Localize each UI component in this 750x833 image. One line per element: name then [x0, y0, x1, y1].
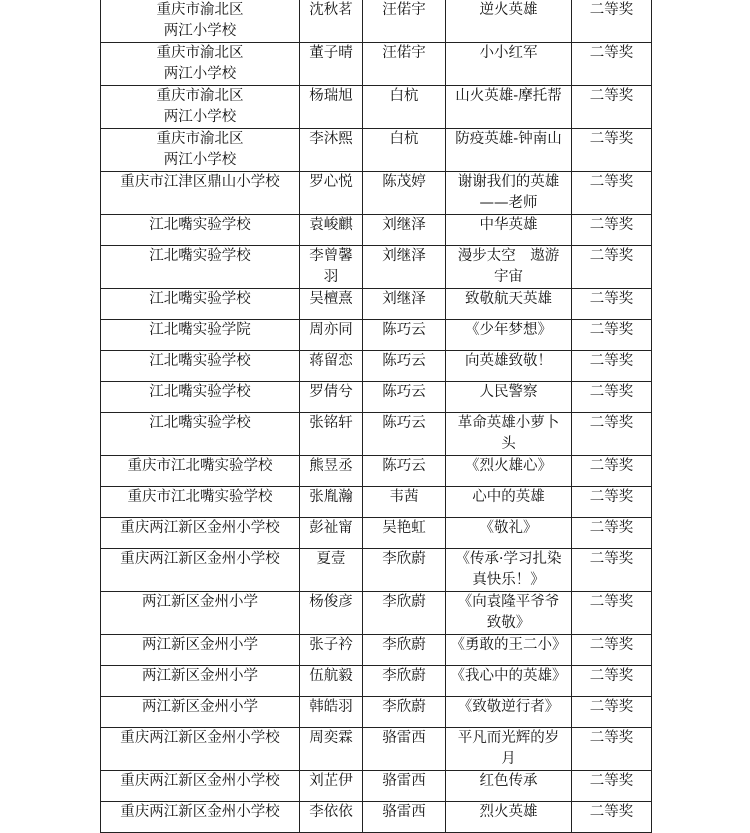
- table-row: [101, 771, 652, 802]
- student-cell: 彭祉甯: [300, 518, 363, 549]
- award-cell: 二等奖: [572, 635, 652, 666]
- teacher-cell: 骆雷西: [363, 802, 446, 833]
- teacher-cell: 白杭: [363, 86, 446, 129]
- school-cell: 重庆市渝北区 两江小学校: [101, 43, 300, 86]
- table-row: [101, 456, 652, 487]
- title-cell: 谢谢我们的英雄 ——老师: [446, 172, 572, 215]
- award-cell: 二等奖: [572, 413, 652, 456]
- title-cell: 《勇敢的王二小》: [446, 635, 572, 666]
- student-cell: 韩皓羽: [300, 697, 363, 728]
- school-cell: 重庆两江新区金州小学校: [101, 771, 300, 802]
- student-cell: 沈秋茗: [300, 0, 363, 43]
- award-cell: 二等奖: [572, 320, 652, 351]
- title-cell: 逆火英雄: [446, 0, 572, 43]
- school-cell: 两江新区金州小学: [101, 666, 300, 697]
- award-cell: 二等奖: [572, 0, 652, 43]
- table-row: [101, 802, 652, 833]
- school-cell: 江北嘴实验学校: [101, 351, 300, 382]
- teacher-cell: 吴艳虹: [363, 518, 446, 549]
- school-cell: 重庆市江津区鼎山小学校: [101, 172, 300, 215]
- table-row: [101, 246, 652, 289]
- title-cell: 人民警察: [446, 382, 572, 413]
- student-cell: 李依依: [300, 802, 363, 833]
- student-cell: 张胤瀚: [300, 487, 363, 518]
- table-row: [101, 382, 652, 413]
- table-row: [101, 0, 652, 43]
- teacher-cell: 刘继泽: [363, 289, 446, 320]
- school-cell: 江北嘴实验学院: [101, 320, 300, 351]
- school-cell: 重庆市江北嘴实验学校: [101, 487, 300, 518]
- title-cell: 《少年梦想》: [446, 320, 572, 351]
- award-cell: 二等奖: [572, 382, 652, 413]
- awards-table: [100, 0, 652, 833]
- student-cell: 董子晴: [300, 43, 363, 86]
- student-cell: 蒋留恋: [300, 351, 363, 382]
- table-row: [101, 487, 652, 518]
- award-cell: 二等奖: [572, 43, 652, 86]
- title-cell: 《敬礼》: [446, 518, 572, 549]
- teacher-cell: 刘继泽: [363, 215, 446, 246]
- title-cell: 小小红军: [446, 43, 572, 86]
- school-cell: 重庆市渝北区 两江小学校: [101, 86, 300, 129]
- table-row: [101, 666, 652, 697]
- teacher-cell: 陈巧云: [363, 456, 446, 487]
- award-cell: 二等奖: [572, 172, 652, 215]
- student-cell: 袁峻麒: [300, 215, 363, 246]
- school-cell: 重庆两江新区金州小学校: [101, 549, 300, 592]
- teacher-cell: 陈茂婷: [363, 172, 446, 215]
- title-cell: 防疫英雄-钟南山: [446, 129, 572, 172]
- table-row: [101, 351, 652, 382]
- school-cell: 两江新区金州小学: [101, 592, 300, 635]
- teacher-cell: 李欣蔚: [363, 666, 446, 697]
- school-cell: 江北嘴实验学校: [101, 215, 300, 246]
- student-cell: 熊昱丞: [300, 456, 363, 487]
- teacher-cell: 李欣蔚: [363, 549, 446, 592]
- award-cell: 二等奖: [572, 351, 652, 382]
- school-cell: 两江新区金州小学: [101, 635, 300, 666]
- award-cell: 二等奖: [572, 518, 652, 549]
- award-cell: 二等奖: [572, 246, 652, 289]
- school-cell: 江北嘴实验学校: [101, 413, 300, 456]
- school-cell: 重庆市渝北区 两江小学校: [101, 129, 300, 172]
- award-cell: 二等奖: [572, 771, 652, 802]
- teacher-cell: 汪偌宇: [363, 43, 446, 86]
- title-cell: 红色传承: [446, 771, 572, 802]
- title-cell: 平凡而光辉的岁 月: [446, 728, 572, 771]
- teacher-cell: 李欣蔚: [363, 635, 446, 666]
- title-cell: 《向袁隆平爷爷 致敬》: [446, 592, 572, 635]
- student-cell: 杨俊彦: [300, 592, 363, 635]
- teacher-cell: 白杭: [363, 129, 446, 172]
- student-cell: 罗心悦: [300, 172, 363, 215]
- student-cell: 李沐熙: [300, 129, 363, 172]
- student-cell: 张子衿: [300, 635, 363, 666]
- table-row: [101, 172, 652, 215]
- table-row: [101, 43, 652, 86]
- school-cell: 重庆两江新区金州小学校: [101, 728, 300, 771]
- title-cell: 烈火英雄: [446, 802, 572, 833]
- teacher-cell: 刘继泽: [363, 246, 446, 289]
- student-cell: 周奕霖: [300, 728, 363, 771]
- student-cell: 张铭轩: [300, 413, 363, 456]
- student-cell: 刘芷伊: [300, 771, 363, 802]
- teacher-cell: 骆雷西: [363, 771, 446, 802]
- table-row: [101, 215, 652, 246]
- title-cell: 《我心中的英雄》: [446, 666, 572, 697]
- title-cell: 中华英雄: [446, 215, 572, 246]
- student-cell: 夏壹: [300, 549, 363, 592]
- award-cell: 二等奖: [572, 129, 652, 172]
- table-row: [101, 518, 652, 549]
- award-cell: 二等奖: [572, 549, 652, 592]
- teacher-cell: 骆雷西: [363, 728, 446, 771]
- award-cell: 二等奖: [572, 697, 652, 728]
- table-row: [101, 289, 652, 320]
- table-row: [101, 129, 652, 172]
- title-cell: 《传承·学习扎染 真快乐！》: [446, 549, 572, 592]
- award-cell: 二等奖: [572, 487, 652, 518]
- teacher-cell: 汪偌宇: [363, 0, 446, 43]
- teacher-cell: 陈巧云: [363, 320, 446, 351]
- title-cell: 革命英雄小萝卜 头: [446, 413, 572, 456]
- table-row: [101, 635, 652, 666]
- award-cell: 二等奖: [572, 666, 652, 697]
- school-cell: 重庆两江新区金州小学校: [101, 802, 300, 833]
- school-cell: 重庆市江北嘴实验学校: [101, 456, 300, 487]
- title-cell: 致敬航天英雄: [446, 289, 572, 320]
- teacher-cell: 韦茜: [363, 487, 446, 518]
- teacher-cell: 陈巧云: [363, 382, 446, 413]
- awards-table-body: [101, 0, 652, 833]
- title-cell: 《致敬逆行者》: [446, 697, 572, 728]
- student-cell: 伍航毅: [300, 666, 363, 697]
- title-cell: 《烈火雄心》: [446, 456, 572, 487]
- student-cell: 周亦同: [300, 320, 363, 351]
- title-cell: 山火英雄-摩托帮: [446, 86, 572, 129]
- teacher-cell: 李欣蔚: [363, 592, 446, 635]
- school-cell: 重庆市渝北区 两江小学校: [101, 0, 300, 43]
- school-cell: 两江新区金州小学: [101, 697, 300, 728]
- student-cell: 罗倩兮: [300, 382, 363, 413]
- table-row: [101, 413, 652, 456]
- school-cell: 江北嘴实验学校: [101, 289, 300, 320]
- table-row: [101, 320, 652, 351]
- award-cell: 二等奖: [572, 802, 652, 833]
- school-cell: 江北嘴实验学校: [101, 246, 300, 289]
- award-cell: 二等奖: [572, 592, 652, 635]
- teacher-cell: 陈巧云: [363, 351, 446, 382]
- table-row: [101, 592, 652, 635]
- table-row: [101, 86, 652, 129]
- table-row: [101, 728, 652, 771]
- student-cell: 杨瑞旭: [300, 86, 363, 129]
- award-cell: 二等奖: [572, 86, 652, 129]
- student-cell: 吴檀熹: [300, 289, 363, 320]
- title-cell: 漫步太空 遨游 宇宙: [446, 246, 572, 289]
- title-cell: 心中的英雄: [446, 487, 572, 518]
- teacher-cell: 李欣蔚: [363, 697, 446, 728]
- award-cell: 二等奖: [572, 728, 652, 771]
- table-row: [101, 697, 652, 728]
- award-cell: 二等奖: [572, 215, 652, 246]
- title-cell: 向英雄致敬！: [446, 351, 572, 382]
- award-cell: 二等奖: [572, 456, 652, 487]
- school-cell: 江北嘴实验学校: [101, 382, 300, 413]
- table-row: [101, 549, 652, 592]
- student-cell: 李曾馨 羽: [300, 246, 363, 289]
- award-cell: 二等奖: [572, 289, 652, 320]
- school-cell: 重庆两江新区金州小学校: [101, 518, 300, 549]
- teacher-cell: 陈巧云: [363, 413, 446, 456]
